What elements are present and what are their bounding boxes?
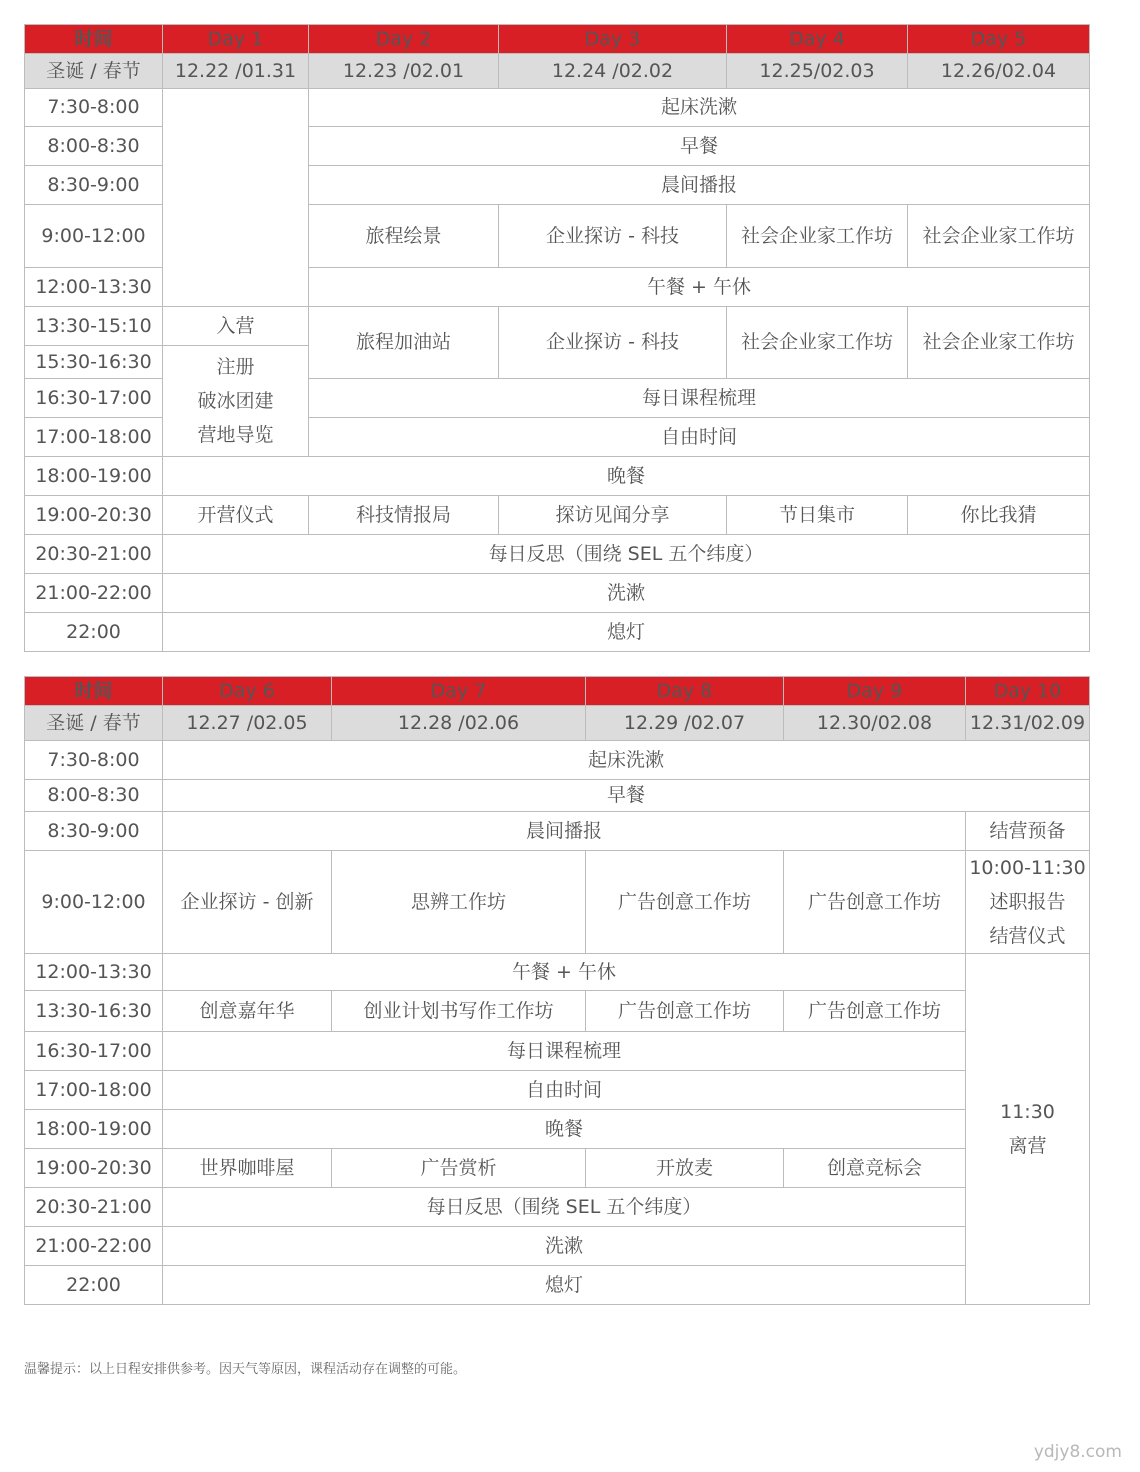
- time-slot: 9:00-12:00: [25, 205, 163, 268]
- time-column-header: 时间: [25, 677, 163, 706]
- activity-cell: 世界咖啡屋: [163, 1149, 332, 1188]
- activity-cell: 早餐: [309, 127, 1090, 166]
- activity-cell: 创意嘉年华: [163, 991, 332, 1032]
- activity-cell: 熄灯: [163, 613, 1090, 652]
- schedule-row: [25, 991, 1090, 1032]
- schedule-row: [25, 851, 1090, 954]
- schedule-row: [25, 1149, 1090, 1188]
- activity-cell: 开放麦: [586, 1149, 784, 1188]
- day-label: Day 7: [332, 677, 586, 706]
- activity-cell: 早餐: [163, 780, 1090, 812]
- time-slot: 7:30-8:00: [25, 89, 163, 127]
- activity-cell: 旅程绘景: [309, 205, 499, 268]
- schedule-row: [25, 535, 1090, 574]
- holiday-label: 圣诞 / 春节: [25, 706, 163, 741]
- time-slot: 12:00-13:30: [25, 954, 163, 991]
- activity-cell: 社会企业家工作坊: [908, 307, 1090, 379]
- activity-cell: 创意竞标会: [784, 1149, 966, 1188]
- schedule-table-week1: [24, 24, 1090, 652]
- activity-cell: 广告赏析: [332, 1149, 586, 1188]
- activity-cell: 旅程加油站: [309, 307, 499, 379]
- activity-cell: 广告创意工作坊: [784, 991, 966, 1032]
- activity-cell: 科技情报局: [309, 496, 499, 535]
- time-slot: 8:00-8:30: [25, 780, 163, 812]
- time-slot: 18:00-19:00: [25, 457, 163, 496]
- time-slot: 13:30-15:10: [25, 307, 163, 346]
- day1-empty-cell: [163, 89, 309, 307]
- activity-line: 11:30: [1000, 1101, 1055, 1123]
- time-slot: 21:00-22:00: [25, 1227, 163, 1266]
- day-label: Day 3: [499, 25, 727, 54]
- time-slot: 8:00-8:30: [25, 127, 163, 166]
- activity-cell: 起床洗漱: [309, 89, 1090, 127]
- activity-line: 离营: [1008, 1135, 1047, 1157]
- activity-cell: 每日反思（围绕 SEL 五个纬度）: [163, 1188, 966, 1227]
- schedule-row: [25, 954, 1090, 991]
- time-column-header: 时间: [25, 25, 163, 54]
- day-date: 12.29 /02.07: [586, 706, 784, 741]
- activity-cell: 探访见闻分享: [499, 496, 727, 535]
- day-date: 12.31/02.09: [966, 706, 1090, 741]
- activity-cell: 自由时间: [309, 418, 1090, 457]
- activity-cell: 晚餐: [163, 457, 1090, 496]
- day-header-row: [25, 677, 1090, 706]
- activity-cell: 晚餐: [163, 1110, 966, 1149]
- activity-cell: 思辨工作坊: [332, 851, 586, 954]
- activity-cell: 结营预备: [966, 812, 1090, 851]
- time-slot: 22:00: [25, 613, 163, 652]
- activity-cell: 午餐 + 午休: [309, 268, 1090, 307]
- schedule-row: [25, 457, 1090, 496]
- activity-cell: 起床洗漱: [163, 741, 1090, 780]
- time-slot: 19:00-20:30: [25, 496, 163, 535]
- activity-cell: 社会企业家工作坊: [727, 205, 908, 268]
- activity-cell: 晨间播报: [163, 812, 966, 851]
- activity-cell: 每日反思（围绕 SEL 五个纬度）: [163, 535, 1090, 574]
- activity-cell: 熄灯: [163, 1266, 966, 1305]
- date-header-row: [25, 54, 1090, 89]
- activity-cell: 洗漱: [163, 574, 1090, 613]
- activity-cell: 你比我猜: [908, 496, 1090, 535]
- day-date: 12.26/02.04: [908, 54, 1090, 89]
- day-label: Day 1: [163, 25, 309, 54]
- day-date: 12.24 /02.02: [499, 54, 727, 89]
- time-slot: 9:00-12:00: [25, 851, 163, 954]
- day-date: 12.25/02.03: [727, 54, 908, 89]
- time-slot: 8:30-9:00: [25, 166, 163, 205]
- day-date: 12.28 /02.06: [332, 706, 586, 741]
- activity-cell: 广告创意工作坊: [586, 991, 784, 1032]
- time-slot: 12:00-13:30: [25, 268, 163, 307]
- day-label: Day 9: [784, 677, 966, 706]
- schedule-row: [25, 496, 1090, 535]
- activity-cell: 节日集市: [727, 496, 908, 535]
- day10-departure-cell: [966, 954, 1090, 1305]
- day-date: 12.23 /02.01: [309, 54, 499, 89]
- day10-morning-cell: [966, 851, 1090, 954]
- activity-cell: 广告创意工作坊: [586, 851, 784, 954]
- day-label: Day 4: [727, 25, 908, 54]
- watermark: ydjy8.com: [1033, 1442, 1122, 1462]
- activity-line: 营地导览: [197, 424, 274, 446]
- time-slot: 8:30-9:00: [25, 812, 163, 851]
- activity-cell: 洗漱: [163, 1227, 966, 1266]
- schedule-row: [25, 780, 1090, 812]
- schedule-row: [25, 1071, 1090, 1110]
- schedule-row: [25, 613, 1090, 652]
- time-slot: 20:30-21:00: [25, 1188, 163, 1227]
- activity-cell: 自由时间: [163, 1071, 966, 1110]
- day-label: Day 2: [309, 25, 499, 54]
- activity-cell: 广告创意工作坊: [784, 851, 966, 954]
- day-header-row: [25, 25, 1090, 54]
- time-slot: 18:00-19:00: [25, 1110, 163, 1149]
- activity-line: 注册: [216, 356, 255, 378]
- time-slot: 20:30-21:00: [25, 535, 163, 574]
- activity-cell: 社会企业家工作坊: [727, 307, 908, 379]
- day1-afternoon-cell: [163, 346, 309, 457]
- day-label: Day 6: [163, 677, 332, 706]
- schedule-table-week2: [24, 676, 1090, 1305]
- activity-line: 破冰团建: [197, 390, 274, 412]
- activity-cell: 午餐 + 午休: [163, 954, 966, 991]
- time-slot: 13:30-16:30: [25, 991, 163, 1032]
- activity-line: 述职报告: [989, 891, 1066, 913]
- activity-cell: 开营仪式: [163, 496, 309, 535]
- activity-cell: 晨间播报: [309, 166, 1090, 205]
- schedule-row: [25, 812, 1090, 851]
- activity-line: 结营仪式: [989, 925, 1066, 947]
- schedule-row: [25, 1227, 1090, 1266]
- activity-cell: 社会企业家工作坊: [908, 205, 1090, 268]
- day-label: Day 8: [586, 677, 784, 706]
- schedule-row: [25, 1032, 1090, 1071]
- activity-cell: 每日课程梳理: [309, 379, 1090, 418]
- day-label: Day 5: [908, 25, 1090, 54]
- time-slot: 19:00-20:30: [25, 1149, 163, 1188]
- schedule-row: [25, 574, 1090, 613]
- schedule-row: [25, 1266, 1090, 1305]
- holiday-label: 圣诞 / 春节: [25, 54, 163, 89]
- date-header-row: [25, 706, 1090, 741]
- activity-cell: 企业探访 - 创新: [163, 851, 332, 954]
- day-date: 12.30/02.08: [784, 706, 966, 741]
- time-slot: 7:30-8:00: [25, 741, 163, 780]
- schedule-row: [25, 307, 1090, 346]
- footnote: 温馨提示：以上日程安排供参考。因天气等原因，课程活动存在调整的可能。: [24, 1362, 467, 1377]
- time-slot: 22:00: [25, 1266, 163, 1305]
- activity-cell: 企业探访 - 科技: [499, 307, 727, 379]
- day-date: 12.27 /02.05: [163, 706, 332, 741]
- schedule-row: [25, 89, 1090, 127]
- schedule-row: [25, 1188, 1090, 1227]
- time-slot: 17:00-18:00: [25, 1071, 163, 1110]
- time-slot: 21:00-22:00: [25, 574, 163, 613]
- time-slot: 15:30-16:30: [25, 346, 163, 379]
- time-slot: 17:00-18:00: [25, 418, 163, 457]
- day-label: Day 10: [966, 677, 1090, 706]
- schedule-row: [25, 1110, 1090, 1149]
- time-slot: 16:30-17:00: [25, 379, 163, 418]
- activity-cell: 企业探访 - 科技: [499, 205, 727, 268]
- time-slot: 16:30-17:00: [25, 1032, 163, 1071]
- schedule-row: [25, 741, 1090, 780]
- activity-cell: 入营: [163, 307, 309, 346]
- activity-cell: 每日课程梳理: [163, 1032, 966, 1071]
- activity-line: 10:00-11:30: [969, 857, 1086, 879]
- day-date: 12.22 /01.31: [163, 54, 309, 89]
- activity-cell: 创业计划书写作工作坊: [332, 991, 586, 1032]
